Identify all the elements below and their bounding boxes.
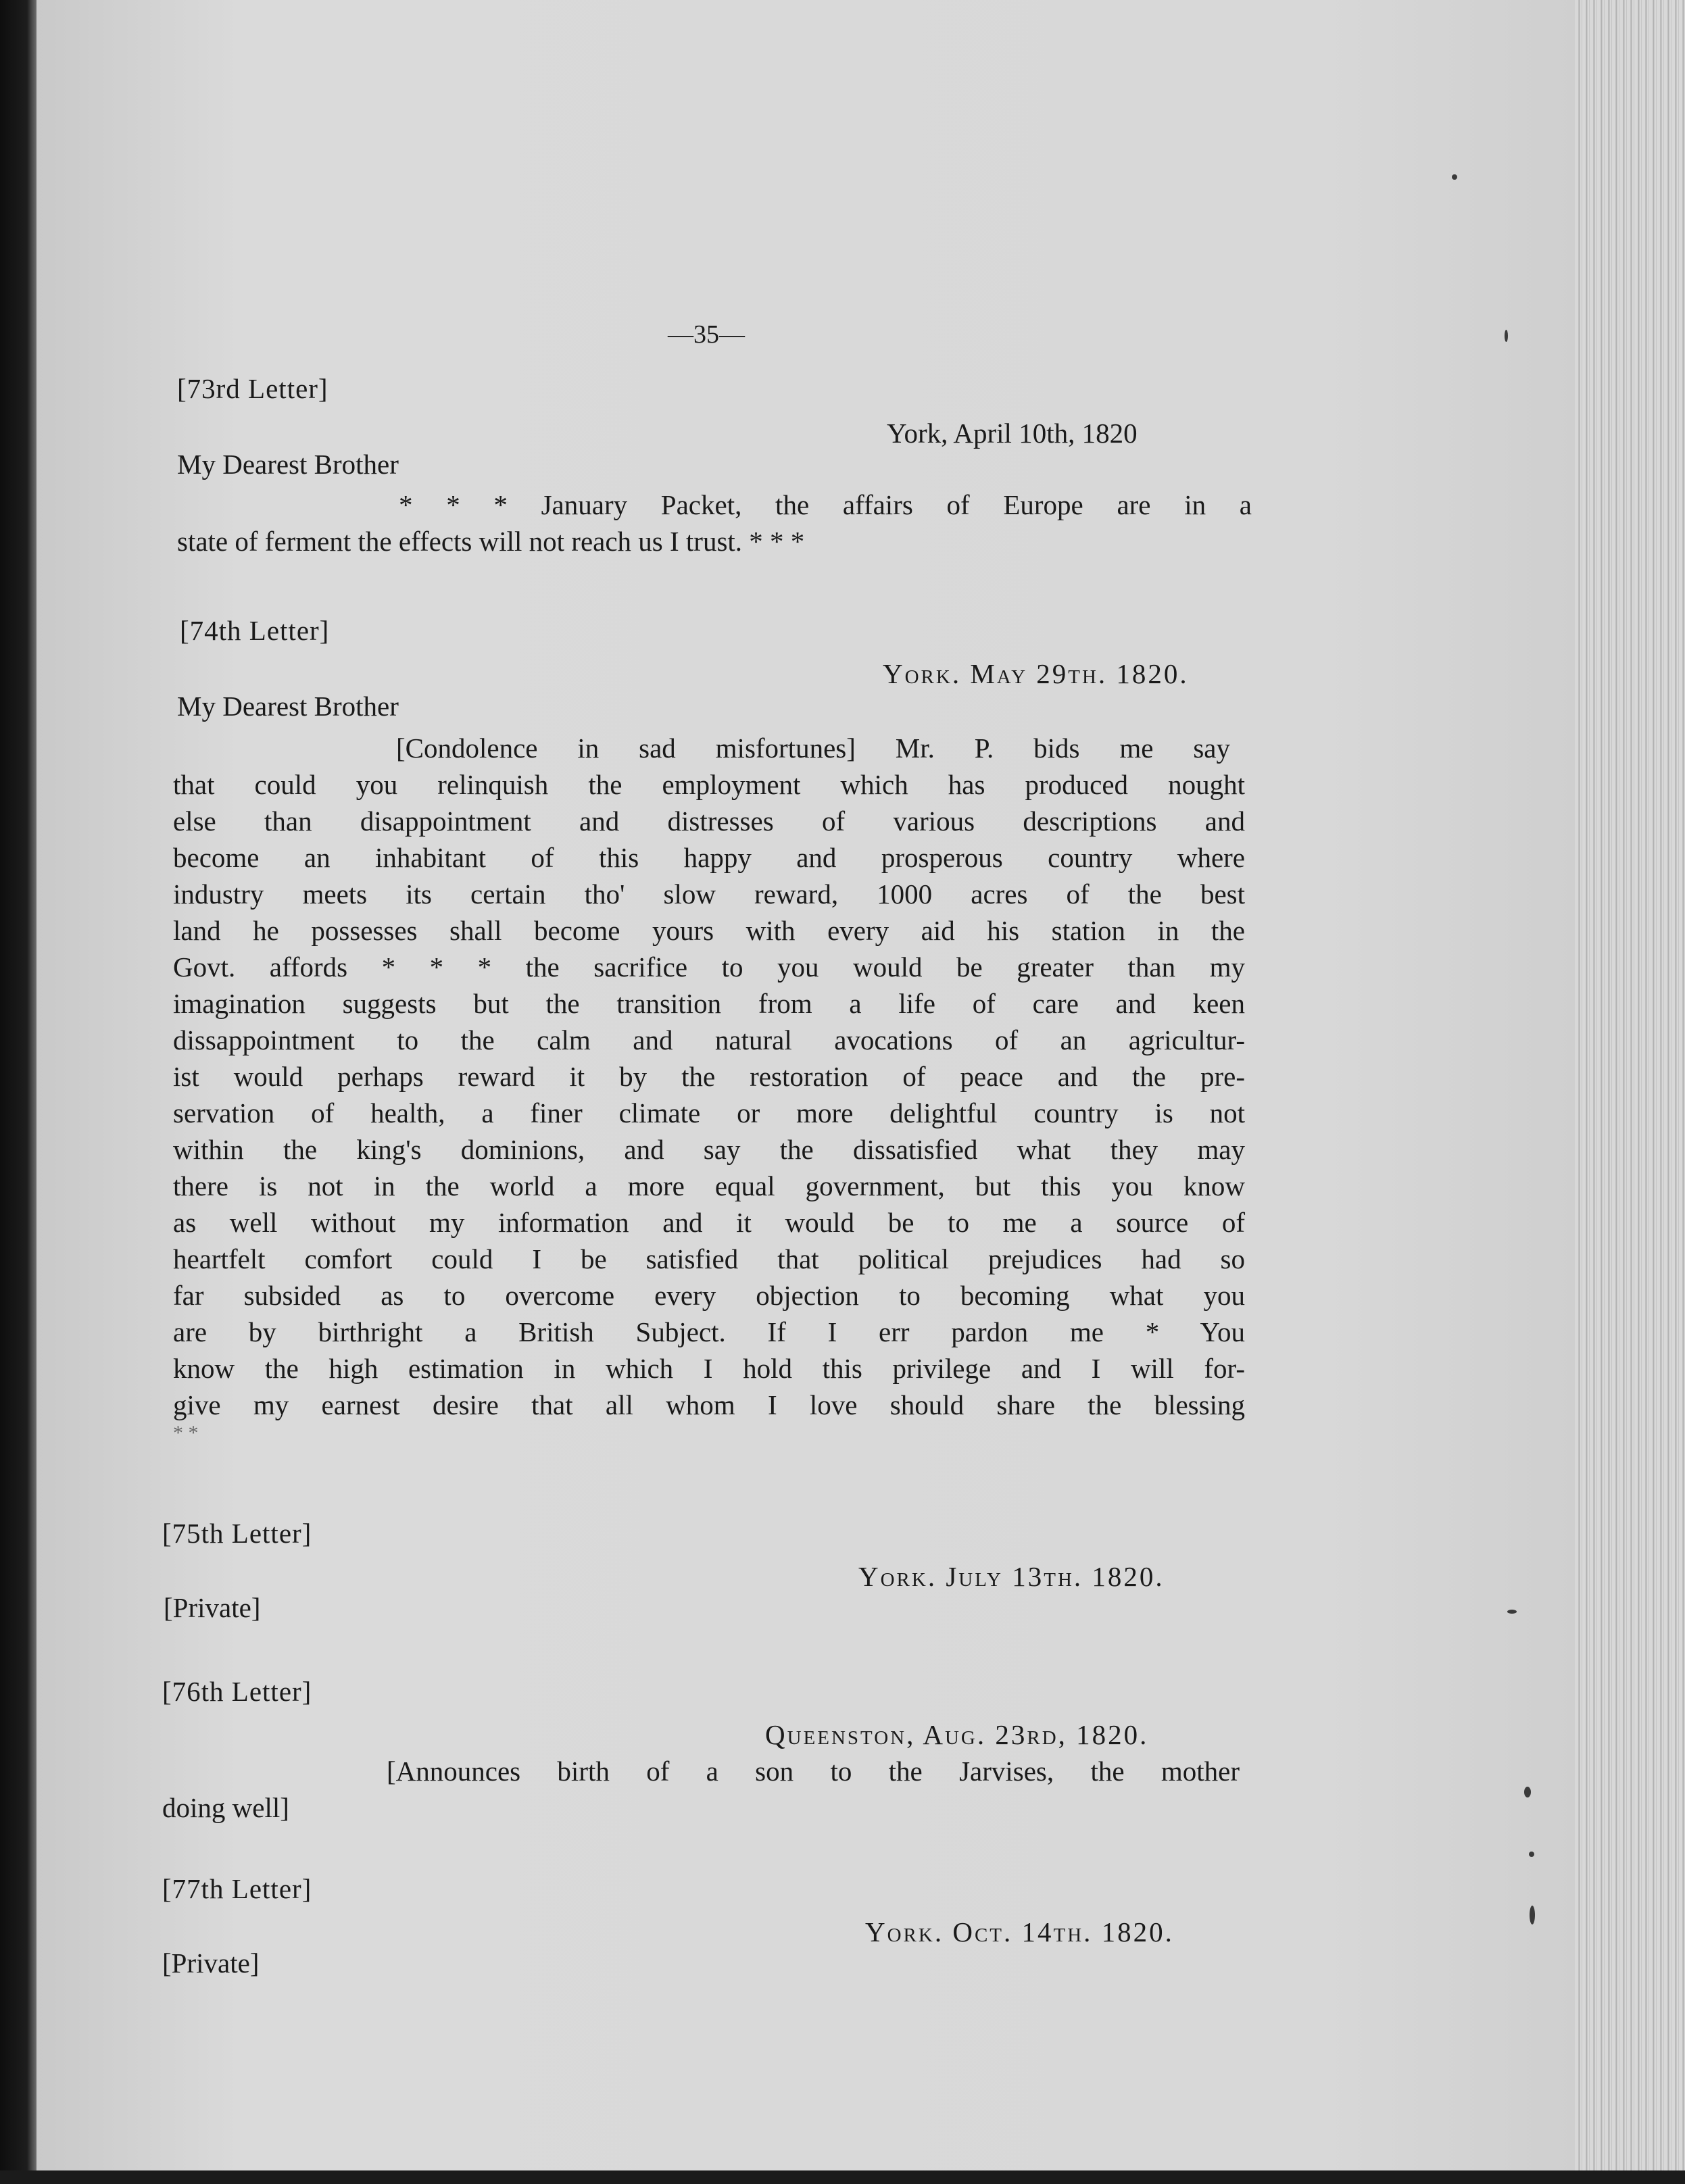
letter-74-body-line: as well without my information and it would be to me a source of xyxy=(173,1207,1245,1238)
edge-mark xyxy=(1530,1906,1535,1925)
letter-75-note: [Private] xyxy=(164,1592,261,1623)
letter-74-body-line: there is not in the world a more equal government, but this you know xyxy=(173,1170,1245,1201)
edge-mark xyxy=(1505,330,1508,342)
page-edges xyxy=(1575,0,1685,2170)
edge-mark xyxy=(1524,1787,1531,1797)
letter-74-body-line: that could you relinquish the employment which has produced nought xyxy=(173,769,1245,800)
letter-76-body-line: [Announces birth of a son to the Jarvises, the mother xyxy=(387,1756,1240,1787)
letter-73-heading: [73rd Letter] xyxy=(177,373,328,404)
letter-74-dateline: York. May 29th. 1820. xyxy=(883,658,1189,689)
letter-74-body-line: within the king's dominions, and say the dissatisfied what they may xyxy=(173,1134,1245,1165)
letter-74-body-line: are by birthright a British Subject. If I err pardon me * You xyxy=(173,1316,1245,1347)
edge-mark xyxy=(1529,1852,1534,1857)
letter-74-body-line: land he possesses shall become yours with every aid his station in the xyxy=(173,915,1245,946)
letter-74-body-line: Govt. affords * * * the sacrifice to you would be greater than my xyxy=(173,951,1245,983)
book-binding-edge xyxy=(0,0,36,2184)
letter-77-note: [Private] xyxy=(162,1947,260,1979)
letter-73-salutation: My Dearest Brother xyxy=(177,449,399,480)
letter-73-body-line: * * * January Packet, the affairs of Europe are in a xyxy=(399,489,1252,520)
letter-77-heading: [77th Letter] xyxy=(162,1873,312,1904)
letter-74-body-line: servation of health, a finer climate or more delightful country is not xyxy=(173,1097,1245,1128)
letter-74-body-line: give my earnest desire that all whom I love should share the blessing xyxy=(173,1389,1245,1420)
letter-74-body-line: dissappointment to the calm and natural avocations of an agricultur- xyxy=(173,1024,1245,1056)
letter-74-body-line: know the high estimation in which I hold this privilege and I will for- xyxy=(173,1353,1245,1384)
letter-75-heading: [75th Letter] xyxy=(162,1518,312,1549)
page-number: —35— xyxy=(668,320,745,349)
letter-74-heading: [74th Letter] xyxy=(180,615,330,646)
letter-74-body-line: industry meets its certain tho' slow reward, 1000 acres of the best xyxy=(173,878,1245,910)
letter-74-body-line: * * xyxy=(173,1422,199,1444)
letter-77-dateline: York. Oct. 14th. 1820. xyxy=(865,1916,1174,1947)
letter-73-body-line: state of ferment the effects will not reach us I trust. * * * xyxy=(177,526,805,557)
letter-74-body-line: [Condolence in sad misfortunes] Mr. P. bids me say xyxy=(396,733,1230,764)
letter-74-body-line: heartfelt comfort could I be satisfied that political prejudices had so xyxy=(173,1243,1245,1274)
letter-74-salutation: My Dearest Brother xyxy=(177,691,399,722)
letter-73-dateline: York, April 10th, 1820 xyxy=(887,418,1138,449)
letter-76-body-line: doing well] xyxy=(162,1792,289,1823)
letter-74-body-line: become an inhabitant of this happy and prosperous country where xyxy=(173,842,1245,873)
letter-74-body-line: imagination suggests but the transition from a life of care and keen xyxy=(173,988,1245,1019)
letter-75-dateline: York. July 13th. 1820. xyxy=(858,1561,1165,1592)
letter-74-body-line: far subsided as to overcome every objection to becoming what you xyxy=(173,1280,1245,1311)
letter-76-dateline: Queenston, Aug. 23rd, 1820. xyxy=(765,1719,1149,1750)
edge-mark xyxy=(1452,174,1457,180)
page-bottom-edge xyxy=(0,2170,1685,2184)
letter-74-body-line: ist would perhaps reward it by the restoration of peace and the pre- xyxy=(173,1061,1245,1092)
letter-76-heading: [76th Letter] xyxy=(162,1676,312,1707)
edge-mark xyxy=(1507,1610,1517,1614)
letter-74-body-line: else than disappointment and distresses of various descriptions and xyxy=(173,805,1245,837)
